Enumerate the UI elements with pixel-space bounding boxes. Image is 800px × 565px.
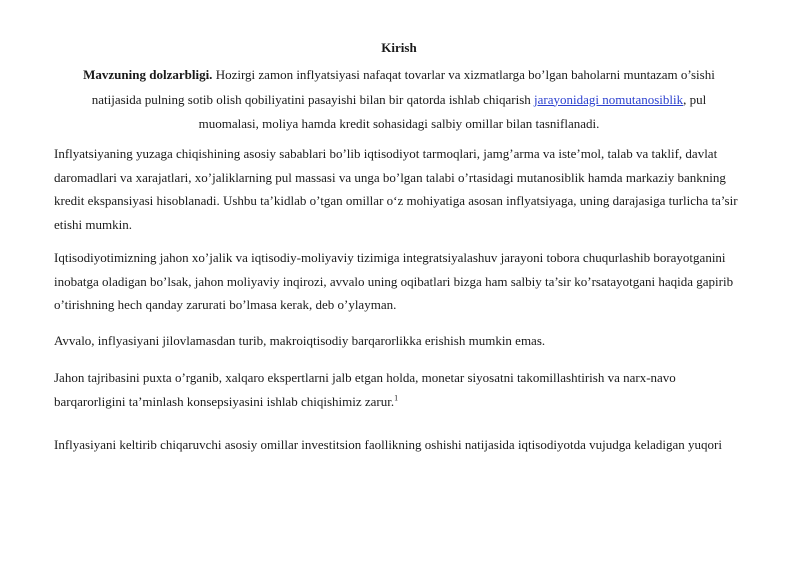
intro-lead: Mavzuning dolzarbligi. — [83, 67, 213, 82]
intro-paragraph — [72, 63, 726, 137]
footnote-mark[interactable]: 1 — [394, 393, 399, 403]
paragraph-stability: Avvalo, inflyasiyani jilovlamasdan turib, makroiqtisodiy barqarorlikka erishish mumkin emas. — [54, 333, 546, 348]
intro-link[interactable]: jarayonidagi nomutanosiblik — [534, 91, 684, 107]
paragraph-monetary-policy — [54, 366, 744, 413]
paragraph-monetary-text: Jahon tajribasini puxta o’rganib, xalqaro ekspertlarni jalb etgan holda, monetar siyosatni takomillashtirish va narx-navo barqarorligini ta’minlash konsepsiyasini ishlab chiqishimiz zarur. — [54, 370, 676, 409]
intro-text-end: , pul muomalasi, moliya hamda kredit sohasidagi salbiy omillar bilan tasniflanadi. — [198, 91, 707, 131]
paragraph-causes: Inflyatsiyaning yuzaga chiqishining asosiy sabablari bo’lib iqtisodiyot tarmoqlari, jamg’arma va iste’mol, talab va taklif, davlat daromadlari va xarajatlari, xo’jaliklarning pul massasi va unga bo’lgan talabi o’rtasidagi mutanosiblik hamda markaziy bankning kredit ekspansiyasi hisoblanadi. Ushbu ta’kidlab o’tgan omillar o‘z mohiyatiga asosan inflyatsiyaga, uning darajasiga turlicha ta’sir etishi mumkin. — [54, 146, 738, 232]
section-heading: Kirish — [381, 40, 417, 55]
paragraph-integration: Iqtisodiyotimizning jahon xo’jalik va iqtisodiy-moliyaviy tizimiga integratsiyalashuv jarayoni tobora chuqurlashib borayotganini inobatga oladigan bo’lsak, jahon moliyaviy inqirozi, avvalo uning oqibatlari bizga ham salbiy ta’sir ko’rsatayotgani haqida gapirib o’tirishning hech qanday zarurati bo’lmasa kerak, deb o’ylayman. — [54, 250, 734, 312]
paragraph-factors: Inflyasiyani keltirib chiqaruvchi asosiy omillar investitsion faollikning oshishi natijasida iqtisodiyotda vujudga keladigan yuqori — [54, 437, 722, 452]
intro-text: Hozirgi zamon inflyatsiyasi nafaqat tovarlar va xizmatlarga bo’lgan baholarni muntazam o’sishi natijasida pulning sotib olish qobiliyatini pasayishi bilan bir qatorda ishlab chiqarish — [91, 67, 715, 107]
